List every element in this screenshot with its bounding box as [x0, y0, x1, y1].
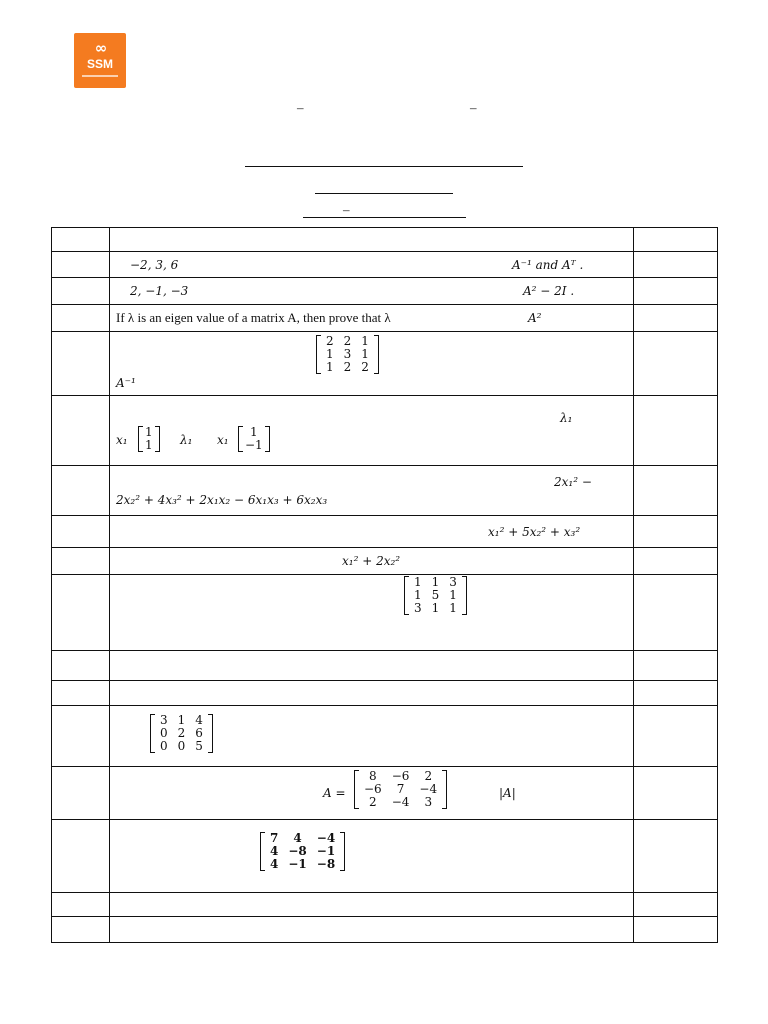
header-dash-3: –: [343, 202, 350, 217]
matrix-entry: 1: [431, 575, 440, 589]
matrix-entry: 4: [270, 844, 279, 858]
matrix-entry: −1: [316, 844, 336, 858]
quadratic-text: 2x₁² −: [554, 475, 592, 489]
matrix-entry: 2: [326, 334, 334, 348]
quadratic-text: x₁² + 5x₂² + x₃²: [488, 525, 581, 539]
eigenvalues-text: −2, 3, 6: [130, 258, 179, 272]
matrix-entry: 3: [414, 601, 422, 615]
matrix: [404, 576, 467, 615]
matrix-entry: 3: [160, 713, 168, 727]
matrix-entry: 6: [195, 726, 203, 740]
header-rule-1: [245, 166, 523, 167]
question-text: If λ is an eigen value of a matrix A, then prove that λ: [116, 310, 391, 325]
table-row: [52, 548, 718, 575]
matrix-entry: −1: [288, 857, 307, 871]
lambda-text: λ₁: [180, 433, 193, 447]
matrix-entry: 1: [250, 425, 258, 439]
ssm-logo: [74, 33, 126, 88]
infinity-icon: ∞: [94, 39, 106, 57]
matrix-entry: 2: [177, 726, 186, 740]
matrix-entry: 3: [343, 347, 352, 361]
table-row: [52, 278, 718, 305]
matrix-entry: 2: [343, 334, 352, 348]
table-row: [52, 893, 718, 917]
matrix-entry: 4: [270, 857, 279, 871]
logo-text: SSM: [86, 57, 113, 71]
vector-label: x₁: [116, 433, 128, 447]
table-row: [52, 767, 718, 820]
matrix-entry: 4: [293, 831, 302, 845]
table-row: [52, 305, 718, 332]
matrix-entry: 2: [361, 360, 369, 374]
table-row: [52, 651, 718, 681]
matrix-entry: 4: [195, 713, 203, 727]
matrix: [354, 770, 447, 809]
table-row: [52, 681, 718, 706]
expression-text: A²: [528, 311, 542, 325]
quadratic-text: x₁² + 2x₂²: [342, 554, 401, 568]
matrix-entry: −6: [391, 769, 410, 783]
table-row: [52, 820, 718, 893]
matrix-entry: 7: [396, 782, 405, 796]
matrix-entry: 5: [431, 588, 440, 602]
header-rule-3: [303, 217, 466, 218]
logo-underline: [82, 75, 118, 77]
matrix-entry: 0: [177, 739, 186, 753]
table-row: [52, 706, 718, 767]
matrix-entry: 3: [449, 575, 457, 589]
matrix-entry: 1: [177, 713, 186, 727]
quadratic-text: 2x₂² + 4x₃² + 2x₁x₂ − 6x₁x₃ + 6x₂x₃: [116, 493, 328, 507]
matrix-entry: 1: [449, 601, 457, 615]
vector: [138, 426, 160, 452]
determinant-text: |A|: [499, 786, 516, 800]
header-dash-1: –: [297, 100, 304, 115]
matrix-entry: 2: [343, 360, 352, 374]
inverse-transpose-text: A⁻¹ and Aᵀ .: [512, 258, 584, 272]
matrix-entry: 1: [326, 347, 334, 361]
lambda-text: λ₁: [560, 411, 573, 425]
matrix-label: A =: [323, 786, 346, 800]
table-row: [52, 575, 718, 651]
matrix-entry: −6: [364, 782, 382, 796]
vector: [238, 426, 270, 452]
matrix-entry: 8: [369, 769, 377, 783]
matrix-entry: 2: [369, 795, 377, 809]
matrix: [316, 335, 379, 374]
matrix-entry: −8: [316, 857, 336, 871]
matrix-entry: 1: [361, 347, 369, 361]
matrix-entry: 1: [449, 588, 457, 602]
matrix-entry: 1: [326, 360, 334, 374]
eigenvalues-text: 2, −1, −3: [130, 284, 189, 298]
question-table: [51, 227, 718, 943]
matrix-entry: 5: [195, 739, 203, 753]
matrix-entry: 1: [414, 588, 422, 602]
matrix-entry: 0: [160, 726, 168, 740]
matrix-entry: 3: [424, 795, 433, 809]
table-row: [52, 332, 718, 396]
vector-label: x₁: [217, 433, 229, 447]
matrix-entry: 1: [145, 438, 153, 452]
table-row: [52, 917, 718, 943]
matrix: [260, 832, 345, 871]
matrix-entry: 1: [361, 334, 369, 348]
matrix-entry: −4: [316, 831, 336, 845]
header-dash-2: –: [470, 100, 477, 115]
table-row: [52, 466, 718, 516]
matrix-entry: −4: [419, 782, 438, 796]
header-rule-2: [315, 193, 453, 194]
matrix-entry: 1: [431, 601, 440, 615]
table-row: [52, 516, 718, 548]
matrix-entry: 1: [414, 575, 422, 589]
inverse-text: A⁻¹: [116, 376, 136, 390]
matrix-entry: 7: [270, 831, 279, 845]
table-row: [52, 252, 718, 278]
table-header-row: [52, 228, 718, 252]
matrix-entry: −1: [245, 438, 263, 452]
matrix-entry: 2: [424, 769, 433, 783]
matrix-entry: −4: [391, 795, 410, 809]
matrix-entry: −8: [288, 844, 307, 858]
expression-text: A² − 2I .: [523, 284, 575, 298]
matrix: [150, 714, 213, 753]
table-row: [52, 396, 718, 466]
matrix-entry: 0: [160, 739, 168, 753]
matrix-entry: 1: [145, 425, 153, 439]
